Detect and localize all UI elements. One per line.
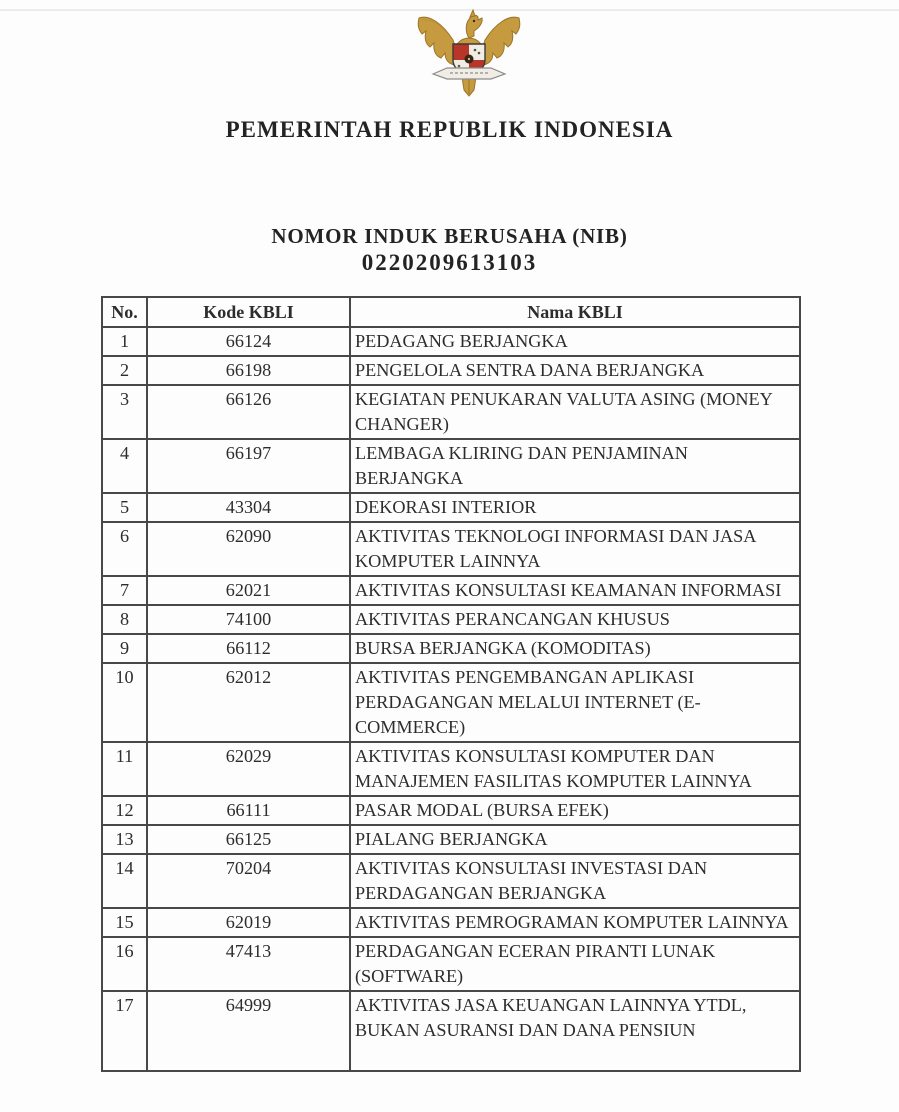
row-nama-kbli: AKTIVITAS PENGEMBANGAN APLIKASI PERDAGANGAN MELALUI INTERNET (E-COMMERCE) — [350, 663, 800, 742]
row-nama-kbli: BURSA BERJANGKA (KOMODITAS) — [350, 634, 800, 663]
table-row — [102, 439, 800, 493]
table-row — [102, 796, 800, 825]
table-row — [102, 356, 800, 385]
table-row — [102, 493, 800, 522]
row-kode-kbli: 66198 — [147, 356, 350, 385]
banner-scroll — [433, 68, 505, 79]
row-nama-kbli: AKTIVITAS KONSULTASI KOMPUTER DAN MANAJEMEN FASILITAS KOMPUTER LAINNYA — [350, 742, 800, 796]
row-kode-kbli: 62029 — [147, 742, 350, 796]
row-kode-kbli: 62090 — [147, 522, 350, 576]
row-nama-kbli: AKTIVITAS PEMROGRAMAN KOMPUTER LAINNYA — [350, 908, 800, 937]
row-nama-kbli: PIALANG BERJANGKA — [350, 825, 800, 854]
row-kode-kbli: 66125 — [147, 825, 350, 854]
row-no: 15 — [102, 908, 147, 937]
row-nama-kbli: DEKORASI INTERIOR — [350, 493, 800, 522]
row-no: 17 — [102, 991, 147, 1071]
row-no: 2 — [102, 356, 147, 385]
table-row — [102, 327, 800, 356]
row-kode-kbli: 74100 — [147, 605, 350, 634]
row-kode-kbli: 66112 — [147, 634, 350, 663]
table-row — [102, 908, 800, 937]
row-kode-kbli: 62012 — [147, 663, 350, 742]
table-row — [102, 605, 800, 634]
row-nama-kbli: AKTIVITAS TEKNOLOGI INFORMASI DAN JASA KOMPUTER LAINNYA — [350, 522, 800, 576]
row-no: 5 — [102, 493, 147, 522]
row-kode-kbli: 64999 — [147, 991, 350, 1071]
kbli-table-body — [102, 327, 800, 1071]
row-nama-kbli: LEMBAGA KLIRING DAN PENJAMINAN BERJANGKA — [350, 439, 800, 493]
row-kode-kbli: 47413 — [147, 937, 350, 991]
table-row — [102, 576, 800, 605]
table-row — [102, 385, 800, 439]
row-no: 3 — [102, 385, 147, 439]
row-nama-kbli: AKTIVITAS KONSULTASI INVESTASI DAN PERDAGANGAN BERJANGKA — [350, 854, 800, 908]
row-nama-kbli: AKTIVITAS PERANCANGAN KHUSUS — [350, 605, 800, 634]
row-nama-kbli: PENGELOLA SENTRA DANA BERJANGKA — [350, 356, 800, 385]
row-kode-kbli: 66124 — [147, 327, 350, 356]
kbli-table-header — [102, 297, 800, 327]
row-kode-kbli: 66126 — [147, 385, 350, 439]
row-no: 7 — [102, 576, 147, 605]
row-kode-kbli: 66111 — [147, 796, 350, 825]
government-title: PEMERINTAH REPUBLIK INDONESIA — [225, 117, 674, 142]
document-title-block — [0, 224, 899, 276]
row-kode-kbli: 70204 — [147, 854, 350, 908]
row-no: 6 — [102, 522, 147, 576]
row-kode-kbli: 66197 — [147, 439, 350, 493]
row-nama-kbli: PASAR MODAL (BURSA EFEK) — [350, 796, 800, 825]
table-row — [102, 522, 800, 576]
header-row — [102, 297, 800, 327]
table-row — [102, 854, 800, 908]
nib-number: 0220209613103 — [361, 250, 538, 275]
row-no: 4 — [102, 439, 147, 493]
row-kode-kbli: 43304 — [147, 493, 350, 522]
garuda-pancasila-emblem — [412, 4, 526, 106]
table-row — [102, 991, 800, 1071]
row-no: 13 — [102, 825, 147, 854]
row-no: 10 — [102, 663, 147, 742]
row-nama-kbli: KEGIATAN PENUKARAN VALUTA ASING (MONEY CHANGER) — [350, 385, 800, 439]
kbli-table — [101, 296, 801, 1072]
row-kode-kbli: 62021 — [147, 576, 350, 605]
column-header-no: No. — [102, 297, 147, 327]
table-row — [102, 937, 800, 991]
garuda-pancasila-svg — [412, 4, 526, 106]
column-header-nama-kbli: Nama KBLI — [350, 297, 800, 327]
table-row — [102, 634, 800, 663]
eagle-head — [466, 10, 482, 38]
row-no: 12 — [102, 796, 147, 825]
table-row — [102, 742, 800, 796]
row-nama-kbli: AKTIVITAS KONSULTASI KEAMANAN INFORMASI — [350, 576, 800, 605]
table-row — [102, 825, 800, 854]
document-title: NOMOR INDUK BERUSAHA (NIB) — [271, 224, 628, 248]
row-no: 16 — [102, 937, 147, 991]
row-kode-kbli: 62019 — [147, 908, 350, 937]
row-nama-kbli: PERDAGANGAN ECERAN PIRANTI LUNAK (SOFTWARE) — [350, 937, 800, 991]
table-row — [102, 663, 800, 742]
row-no: 8 — [102, 605, 147, 634]
row-nama-kbli: PEDAGANG BERJANGKA — [350, 327, 800, 356]
row-no: 14 — [102, 854, 147, 908]
row-nama-kbli: AKTIVITAS JASA KEUANGAN LAINNYA YTDL, BUKAN ASURANSI DAN DANA PENSIUN — [350, 991, 800, 1071]
row-no: 1 — [102, 327, 147, 356]
column-header-kode-kbli: Kode KBLI — [147, 297, 350, 327]
row-no: 11 — [102, 742, 147, 796]
row-no: 9 — [102, 634, 147, 663]
